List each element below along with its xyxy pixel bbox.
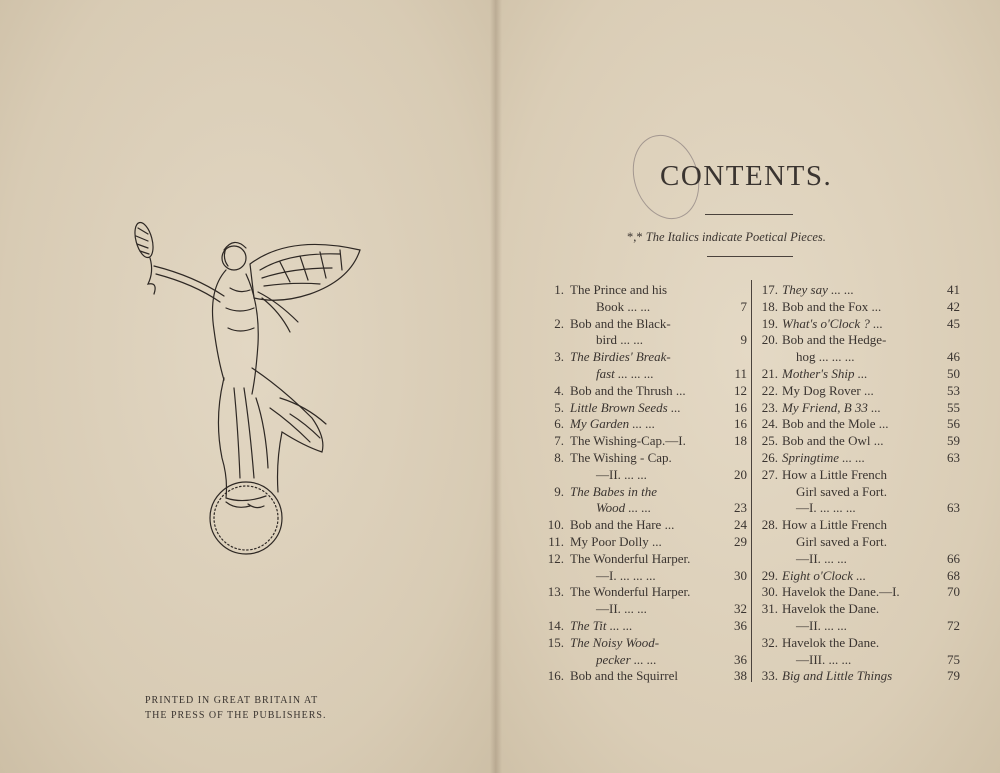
toc-entry-title: Bob and the Squirrel (570, 668, 678, 684)
toc-entry-number: 26. (761, 450, 778, 465)
toc-page-number: 41 (947, 282, 960, 297)
toc-entry-title: How a Little French (782, 517, 888, 533)
toc-entry-number: 16. (547, 668, 564, 684)
toc-entry-title: pecker ... ... (596, 651, 657, 667)
toc-entry-title: The Tit ... ... (570, 618, 633, 633)
toc-entry-number: 6. (554, 416, 564, 432)
toc-entry-title: Bob and the Fox ... (782, 298, 882, 314)
toc-entry-title: Springtime ... ... (782, 450, 866, 465)
toc-entry-number: 22. (761, 382, 778, 398)
toc-page-number: 45 (947, 315, 960, 331)
toc-page-number: 16 (734, 399, 747, 415)
note-rule (707, 256, 793, 257)
toc-page-number: 75 (947, 651, 960, 667)
toc-entry-title: Bob and the Black- (570, 315, 671, 331)
toc-page-number: 36 (734, 651, 747, 667)
toc-page-number: 23 (734, 500, 747, 516)
toc-entry-title: Bob and the Hedge- (782, 332, 887, 348)
toc-entry-number: 14. (547, 618, 564, 633)
toc-entry-title: The Wishing - Cap. (570, 450, 672, 465)
toc-entry-title: Girl saved a Fort. (796, 533, 887, 549)
toc-page-number: 72 (947, 617, 960, 633)
toc-entry-number: 21. (761, 366, 778, 381)
toc-entry-number: 17. (761, 282, 778, 297)
toc-page-number: 63 (947, 450, 960, 465)
column-divider (751, 280, 752, 682)
contents-title: CONTENTS. (660, 160, 833, 192)
toc-page-number: 79 (947, 668, 960, 684)
toc-entry-title: Little Brown Seeds ... (570, 399, 681, 415)
toc-entry-title: The Babes in the (570, 483, 658, 499)
winged-victory-illustration (130, 218, 370, 558)
toc-entry-title: The Wishing-Cap.—I. (570, 433, 686, 449)
toc-entry-number: 8. (554, 450, 564, 465)
toc-page-number: 24 (734, 517, 747, 533)
toc-entry-title: Mother's Ship ... (782, 366, 868, 381)
printer-note-line: PRINTED IN GREAT BRITAIN AT (145, 695, 319, 706)
toc-entry-number: 32. (761, 634, 778, 650)
toc-page-number: 66 (947, 550, 960, 566)
toc-entry-title: —I. ... ... ... (596, 567, 656, 583)
toc-entry-number: 11. (548, 534, 564, 549)
toc-page-number: 30 (734, 567, 747, 583)
toc-entry-title: —I. ... ... ... (796, 500, 856, 516)
toc-entry-title: Bob and the Owl ... (782, 433, 884, 449)
toc-entry-number: 25. (761, 433, 778, 449)
toc-entry-number: 9. (554, 483, 564, 499)
toc-entry-title: Havelok the Dane. (782, 634, 880, 650)
book-gutter (490, 0, 502, 773)
toc-page-number: 12 (734, 382, 747, 398)
toc-page-number: 18 (734, 433, 747, 449)
toc-page-number: 20 (734, 466, 747, 482)
toc-entry-number: 23. (761, 399, 778, 415)
toc-entry-title: My Friend, B 33 ... (782, 399, 881, 415)
toc-entry-number: 27. (761, 466, 778, 482)
toc-entry-title: —II. ... ... (796, 617, 847, 633)
toc-entry-number: 28. (761, 517, 778, 533)
toc-entry-number: 5. (554, 399, 564, 415)
title-rule (705, 214, 793, 215)
toc-page-number: 29 (734, 534, 747, 549)
toc-entry-number: 19. (761, 315, 778, 331)
italic-note-text: The Italics indicate Poetical Pieces. (645, 230, 826, 244)
toc-entry-title: bird ... ... (596, 332, 643, 348)
printer-note (145, 693, 360, 723)
toc-entry-title: fast ... ... ... (596, 365, 654, 381)
toc-entry-number: 3. (554, 349, 564, 365)
toc-page-number: 68 (947, 567, 960, 583)
toc-entry-title: Girl saved a Fort. (796, 483, 887, 499)
toc-entry-number: 18. (761, 298, 778, 314)
toc-entry-title: —III. ... ... (796, 651, 852, 667)
toc-page-number: 55 (947, 399, 960, 415)
toc-entry-number: 2. (554, 315, 564, 331)
toc-entry-number: 33. (761, 668, 778, 684)
toc-page-number: 16 (734, 416, 747, 432)
toc-entry-title: The Prince and his (570, 282, 668, 297)
toc-entry-title: My Poor Dolly ... (570, 534, 662, 549)
toc-entry-title: hog ... ... ... (796, 349, 855, 365)
italic-note (627, 230, 826, 245)
toc-page-number: 32 (734, 601, 747, 617)
toc-entry-title: Bob and the Hare ... (570, 517, 675, 533)
toc-page-number: 42 (947, 298, 960, 314)
toc-page-number: 9 (740, 332, 747, 348)
toc-page-number: 7 (740, 298, 747, 314)
toc-page-number: 70 (947, 584, 960, 600)
toc-entry-title: What's o'Clock ? ... (782, 315, 883, 331)
toc-entry-number: 20. (761, 332, 778, 348)
toc-entry-number: 4. (554, 382, 564, 398)
toc-page-number: 38 (734, 668, 747, 684)
toc-page-number: 50 (947, 366, 960, 381)
toc-entry-number: 29. (761, 567, 778, 583)
printer-note-line: THE PRESS OF THE PUBLISHERS. (145, 710, 327, 721)
toc-entry-title: Big and Little Things (782, 668, 893, 684)
toc-entry-title: Bob and the Thrush ... (570, 382, 686, 398)
toc-entry-title: —II. ... ... (596, 466, 647, 482)
asterism: *,* (627, 230, 643, 244)
toc-entry-number: 15. (547, 634, 564, 650)
toc-entry-title: The Wonderful Harper. (570, 584, 691, 600)
toc-entry-title: Havelok the Dane. (782, 601, 880, 617)
toc-entry-title: My Dog Rover ... (782, 382, 874, 398)
toc-entry-title: They say ... ... (782, 282, 854, 297)
toc-entry-title: Book ... ... (596, 298, 651, 314)
toc-page-number: 11 (734, 365, 747, 381)
toc-entry-title: —II. ... ... (596, 601, 647, 617)
toc-entry-number: 24. (761, 416, 778, 432)
toc-entry-title: Eight o'Clock ... (782, 567, 867, 583)
toc-entry-title: The Wonderful Harper. (570, 550, 691, 566)
toc-entry-number: 1. (554, 282, 564, 297)
toc-entry-title: How a Little French (782, 466, 888, 482)
toc-page-number: 53 (947, 382, 960, 398)
toc-entry-number: 31. (761, 601, 778, 617)
toc-entry-number: 10. (547, 517, 564, 533)
toc-entry-title: Bob and the Mole ... (782, 416, 889, 432)
toc-entry-number: 12. (547, 550, 564, 566)
toc-entry-title: Havelok the Dane.—I. (782, 584, 900, 600)
toc-page-number: 36 (734, 618, 747, 633)
toc-entry-title: My Garden ... ... (570, 416, 656, 432)
toc-entry-title: Wood ... ... (596, 500, 652, 516)
toc-page-number: 63 (947, 500, 960, 516)
toc-entry-title: —II. ... ... (796, 550, 847, 566)
toc-entry-title: The Birdies' Break- (570, 349, 671, 365)
left-page (0, 0, 496, 773)
toc-entry-number: 7. (554, 433, 564, 449)
toc-entry-number: 30. (761, 584, 778, 600)
toc-page-number: 56 (947, 416, 960, 432)
toc-entry-number: 13. (547, 584, 564, 600)
toc-entry-title: The Noisy Wood- (570, 634, 660, 650)
toc-page-number: 46 (947, 349, 960, 365)
toc-page-number: 59 (947, 433, 960, 449)
